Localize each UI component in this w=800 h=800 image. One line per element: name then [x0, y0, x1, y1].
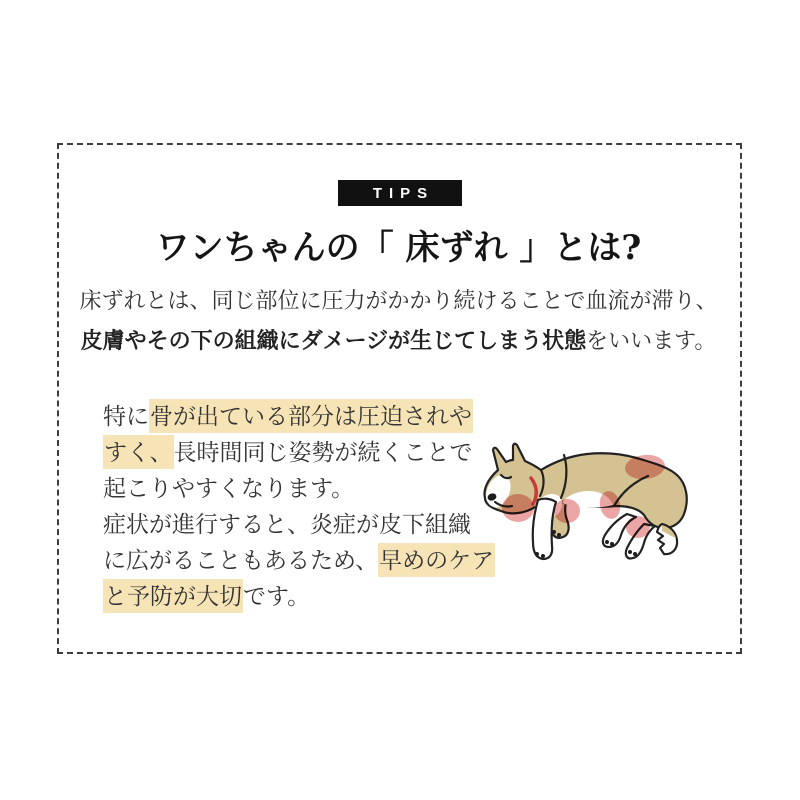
text-segment: に広がることもあるため、	[103, 547, 379, 573]
dog-tail	[657, 524, 677, 554]
highlighted-text: すく、	[103, 435, 174, 469]
pressure-spot-hock	[626, 516, 650, 538]
text-segment: 起こりやすくなります。	[103, 475, 355, 501]
text-segment: です。	[243, 583, 311, 609]
highlighted-text: 早めのケア	[378, 543, 495, 577]
text-segment: 症状が進行すると、炎症が皮下組織	[103, 511, 471, 537]
intro-line-2-bold: 皮膚やその下の組織にダメージが生じてしまう状態	[80, 328, 587, 353]
body-text-line	[103, 506, 495, 542]
pressure-spot-front-elbow	[554, 499, 580, 523]
body-text-line	[103, 398, 495, 434]
body-text-line	[103, 542, 495, 578]
pressure-spot-cheek	[502, 494, 534, 522]
tips-badge	[338, 180, 462, 206]
body-text-line	[103, 434, 495, 470]
body-text-line	[103, 578, 495, 614]
text-segment: 長時間同じ姿勢が続くことで	[173, 439, 473, 465]
body-text-line	[103, 470, 495, 506]
intro-line-1: 床ずれとは、同じ部位に圧力がかかり続けることで血流が滞り、	[79, 288, 718, 313]
tips-badge-label: TIPS	[372, 184, 435, 202]
highlighted-text: と予防が大切	[103, 579, 243, 613]
text-segment: 特に	[103, 403, 149, 429]
intro-line-2-rest: をいいます。	[586, 328, 717, 353]
highlighted-text: 骨が出ている部分は圧迫されや	[149, 399, 473, 433]
intro-paragraph	[57, 281, 740, 361]
intro-line-2	[57, 321, 740, 361]
body-paragraph	[103, 398, 495, 614]
page-title: ワンちゃんの「 床ずれ 」とは?	[155, 228, 642, 268]
dog-illustration	[452, 416, 744, 592]
